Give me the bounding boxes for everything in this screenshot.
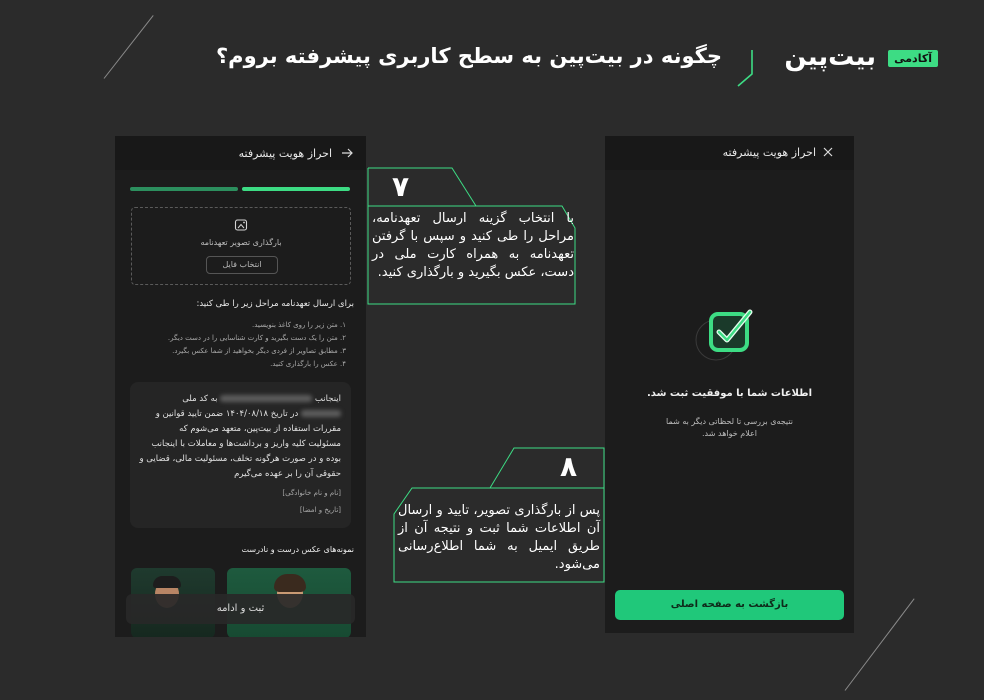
left-phone-header — [115, 136, 366, 170]
callout-7-number: ۷ — [392, 170, 410, 203]
sample-person-hair — [274, 574, 306, 592]
decor-line-top-left — [104, 15, 154, 79]
right-phone-title: احراز هویت پیشرفته — [722, 146, 816, 159]
pledge-line-4: مسئولیت کلیه واریز و برداشت‌ها و معاملات با اینجانب — [151, 439, 341, 449]
left-phone-title: احراز هویت پیشرفته — [238, 147, 332, 160]
step-item: ۳. مطابق تصاویر از فردی دیگر بخواهید از شما عکس بگیرد. — [172, 347, 346, 355]
title-accent-icon — [736, 48, 758, 88]
right-phone-screen — [605, 136, 854, 633]
callout-7-text: با انتخاب گزینه ارسال تعهدنامه، مراحل را طی کنید و سپس با گرفتن تعهدنامه به همراه کارت ملی در دست، عکس بگیرید و بارگذاری کنید. — [372, 211, 574, 280]
upload-image-icon — [234, 218, 248, 232]
step-item: ۲. متن را یک دست بگیرید و کارت شناسایی را در دست دیگر. — [167, 334, 346, 342]
pledge-line-1: اینجانب به کد ملی — [182, 394, 341, 404]
sample-person-hair — [153, 576, 181, 588]
progress-step-2 — [242, 187, 350, 191]
success-message: اطلاعات شما با موفقیت ثبت شد. — [647, 388, 812, 399]
pledge-sign-tag: [تاریخ و امضا] — [299, 506, 341, 514]
samples-title: نمونه‌های عکس درست و نادرست — [241, 545, 354, 554]
academy-badge: آکادمی — [888, 50, 938, 67]
progress-step-1 — [130, 187, 238, 191]
pledge-name-tag: [نام و نام خانوادگی] — [282, 489, 341, 497]
brand-logo — [784, 42, 938, 74]
right-phone-header — [605, 136, 854, 170]
pledge-line-5: بوده و در صورت هرگونه تخلف، مسئولیت مالی، قضایی و — [139, 454, 341, 464]
success-subtext: نتیجه‌ی بررسی تا لحظاتی دیگر به شما اعلام خواهد شد. — [666, 417, 793, 438]
back-arrow-icon[interactable] — [341, 147, 353, 159]
upload-label: بارگذاری تصویر تعهدنامه — [200, 238, 282, 247]
left-phone-screen — [115, 136, 366, 637]
pledge-line-3: مقررات استفاده از بیت‌پین، متعهد می‌شوم که — [179, 424, 341, 434]
redacted-id — [301, 410, 341, 417]
upload-dropzone[interactable] — [131, 207, 351, 285]
brand-name: بیت‌پین — [784, 42, 876, 72]
decor-line-bottom-right — [845, 598, 915, 690]
pledge-line-6: حقوقی آن را بر عهده می‌گیرم — [234, 469, 341, 479]
pledge-card — [130, 382, 351, 528]
pledge-line-2: در تاریخ ۱۴۰۴/۰۸/۱۸ ضمن تایید قوانین و — [156, 409, 341, 419]
callout-8-number: ۸ — [560, 450, 578, 483]
success-check-icon — [694, 304, 764, 364]
back-to-home-button[interactable]: بازگشت به صفحه اصلی — [615, 590, 844, 620]
close-icon[interactable] — [823, 147, 833, 157]
callout-8-text: پس از بارگذاری تصویر، تایید و ارسال آن اطلاعات شما ثبت و نتیجه آن از طریق ایمیل به شما اطلاع‌رسانی می‌شود. — [398, 503, 600, 572]
page-title: چگونه در بیت‌پین به سطح کاربری پیشرفته بروم؟ — [216, 44, 722, 68]
submit-continue-button[interactable]: ثبت و ادامه — [126, 594, 355, 624]
step-item: ۱. متن زیر را روی کاغذ بنویسید. — [252, 321, 346, 329]
redacted-name — [220, 395, 312, 402]
pick-file-button[interactable]: انتخاب فایل — [206, 256, 278, 274]
steps-title: برای ارسال تعهدنامه مراحل زیر را طی کنید: — [196, 299, 354, 309]
step-item: ۴. عکس را بارگذاری کنید. — [270, 360, 346, 368]
